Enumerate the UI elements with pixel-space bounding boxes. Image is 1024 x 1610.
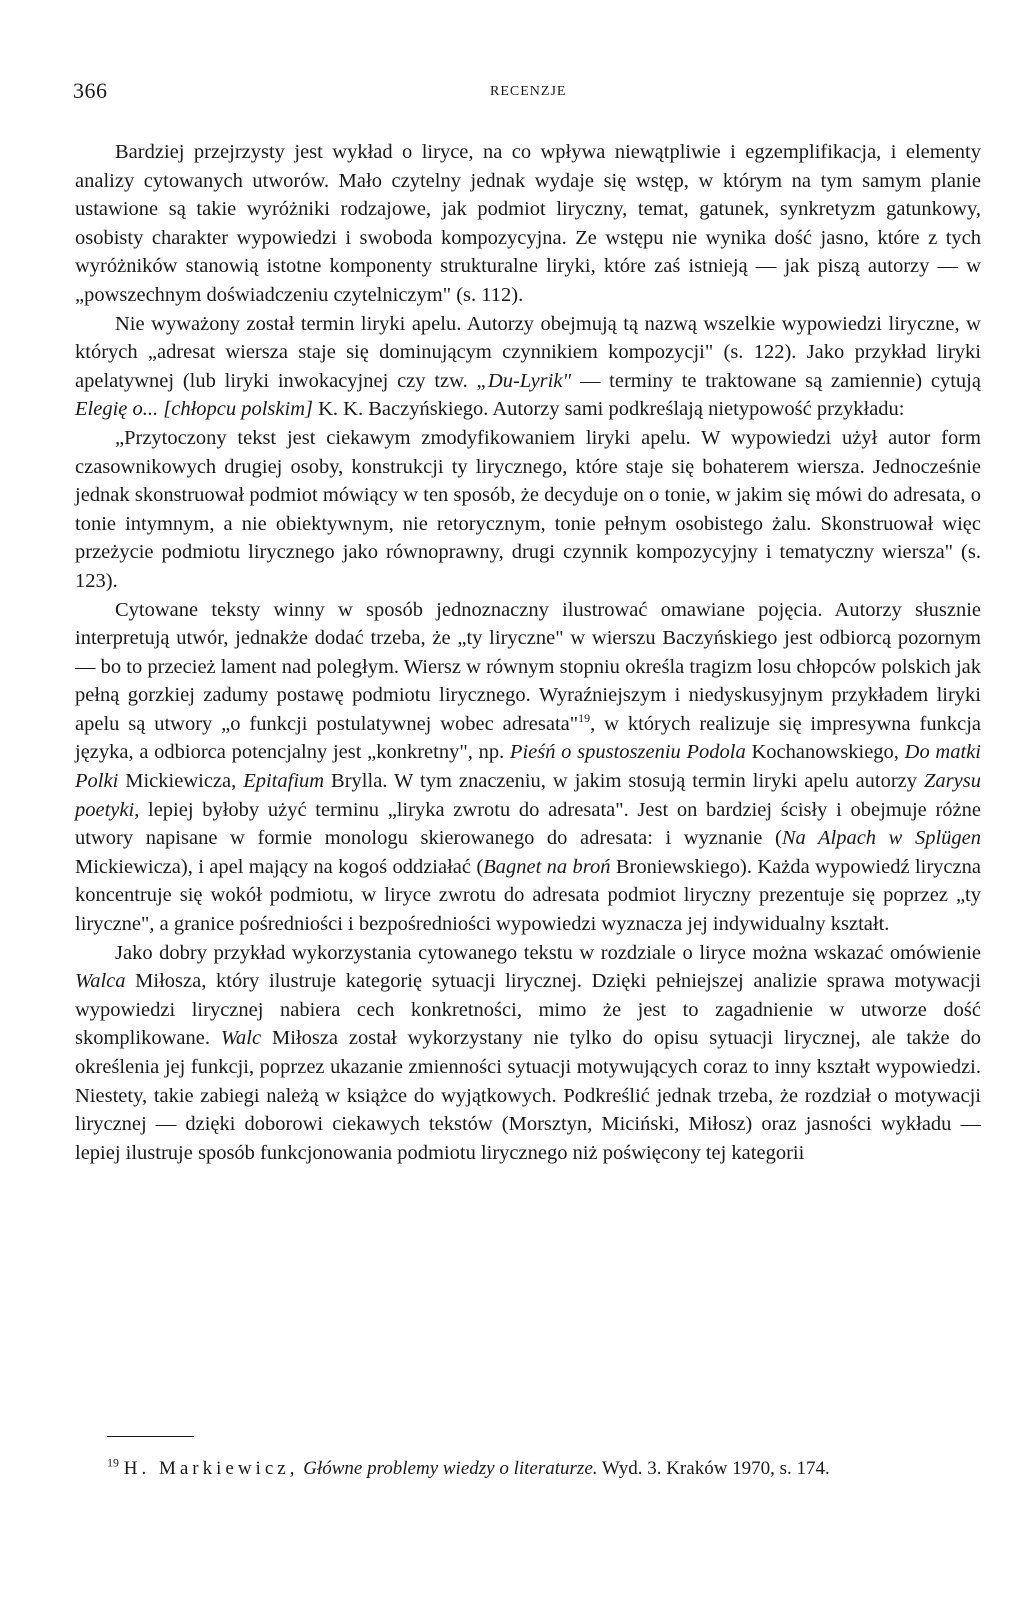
- title-epitafium: Epitafium: [243, 770, 325, 793]
- title-na-alpach: Na Alpach w Splügen: [781, 827, 981, 850]
- title-walca: Walca: [75, 970, 126, 993]
- footnote-number: 19: [107, 1455, 119, 1470]
- running-head: RECENZJE: [490, 84, 567, 99]
- footnote-author: H. Markiewicz,: [123, 1458, 299, 1479]
- footnote-19: [75, 1455, 981, 1482]
- paragraph-4-text-c: Miłosza został wykorzystany nie tylko do opisu sytuacji lirycznej, ale także do określenia jej funkcji, poprzez ukazanie zmienności sytuacji motywujących coraz to inny kształt wypowiedzi. Niestety, takie zabiegi należą w książce do wyjątkowych. Podkreślić jednak trzeba, że rozdział o motywacji lirycznej — dzięki doborowi ciekawych tekstów (Morsztyn, Miciński, Miłosz) oraz jasności wykładu — lepiej ilustruje sposób funkcjonowania podmiotu lirycznego niż poświęcony tej kategorii: [75, 1027, 981, 1164]
- footnote-rule: [107, 1436, 194, 1437]
- paragraph-1: Bardziej przejrzysty jest wykład o liryce, na co wpływa niewątpliwie i egzemplifikacja, i elementy analizy cytowanych utworów. Mało czytelny jednak wydaje się wstęp, w którym na tym samym planie ustawione są takie wyróżniki rodzajowe, jak podmiot liryczny, temat, gatunek, synkretyzm gatunkowy, osobisty charakter wypowiedzi i swoboda kompozycyjna. Ze wstępu nie wynika dość jasno, które z tych wyróżników stanowią istotne komponenty strukturalne liryki, które zaś istnieją — jak piszą autorzy — w „powszechnym doświadczeniu czytelniczym" (s. 112).: [75, 141, 981, 306]
- footnote-title: Główne problemy wiedzy o literaturze.: [303, 1458, 598, 1479]
- footnote-reference: 19: [578, 711, 591, 726]
- title-du-lyrik: „Du-Lyrik": [476, 369, 572, 392]
- footnote: [75, 1455, 981, 1482]
- title-piesn: Pieśń o spustoszeniu Podola: [509, 741, 746, 764]
- paragraph-4-text-a: Jako dobry przykład wykorzystania cytowanego tekstu w rozdziale o liryce można wskazać omówienie: [115, 941, 981, 964]
- paragraph-3-text-h: Broniewskiego). Każda wypowiedź liryczna koncentruje się wokół podmiotu, w liryce zwrotu do adresata podmiot liryczny prezentuje się poprzez „ty liryczne", a granice pośredniości i bezpośredniości wypowiedzi wyznacza jej indywidualny kształt.: [75, 855, 981, 936]
- page-number: 366: [73, 78, 108, 103]
- title-walc: Walc: [220, 1027, 262, 1050]
- paragraph-3-text-a: Cytowane teksty winny w sposób jednoznaczny ilustrować omawiane pojęcia. Autorzy słusznie interpretują utwór, jednakże dodać trzeba, że „ty liryczne" w wierszu Baczyńskiego jest odbiorcą pozornym — bo to przecież lament nad poległym. Wiersz w równym stopniu określa tragizm losu chłopców polskich jak pełną gorzkiej zadumy postawę podmiotu lirycznego. Wyraźniejszym i niedyskusyjnym przykładem liryki apelu są utwory „o funkcji postulatywnej wobec adresata": [75, 598, 981, 735]
- paragraph-3-text-g: Mickiewicza), i apel mający na kogoś oddziałać (: [75, 855, 484, 878]
- body-text: [75, 138, 981, 1167]
- title-do-matki-polki: Do matki Polki: [75, 741, 981, 793]
- paragraph-4-text-b: Miłosza, który ilustruje kategorię sytuacji lirycznej. Dzięki pełniejszej analizie sprawa motywacji wypowiedzi lirycznej nabiera cech konkretności, mimo że jest to zagadnienie w utworze dość skomplikowane.: [75, 970, 981, 1050]
- paragraph-2: [75, 310, 981, 424]
- paragraph-3-text-e: Brylla. W tym znaczeniu, w jakim stosują termin liryki apelu autorzy: [324, 770, 925, 793]
- paragraph-2-text-c: K. K. Baczyńskiego. Autorzy sami podkreślają nietypowość przykładu:: [312, 398, 905, 421]
- paragraph-3: [75, 596, 981, 939]
- paragraph-3-text-f: , lepiej byłoby użyć terminu „liryka zwrotu do adresata". Jest on bardziej ścisły i obejmuje różne utwory napisane w formie monologu skierowanego do adresata: i wyznanie (: [75, 798, 981, 850]
- paragraph-2-text-b: — terminy te traktowane są zamiennie) cytują: [571, 369, 981, 392]
- paragraph-3-text-d: Mickiewicza,: [118, 770, 244, 793]
- paragraph-3-text-c: Kochanowskiego,: [745, 741, 905, 764]
- title-bagnet: Bagnet na broń: [483, 855, 611, 878]
- block-quote: „Przytoczony tekst jest ciekawym zmodyfikowaniem liryki apelu. W wypowiedzi użył autor form czasownikowych drugiej osoby, konstrukcji ty lirycznego, które staje się bohaterem wiersza. Jednocześnie jednak skonstruował podmiot mówiący w ten sposób, że decyduje on o tonie, w jakim się mówi do adresata, o tonie intymnym, a nie obiektywnym, nie retorycznym, tonie pełnym osobistego żalu. Skonstruował więc przeżycie podmiotu lirycznego jako równoprawny, drugi czynnik kompozycyjny i tematyczny wiersza" (s. 123).: [75, 426, 981, 592]
- paragraph-2-text-a: Nie wyważony został termin liryki apelu. Autorzy obejmują tą nazwą wszelkie wypowiedzi liryczne, w których „adresat wiersza staje się dominującym czynnikiem kompozycji" (s. 122). Jako przykład liryki apelatywnej (lub liryki inwokacyjnej czy tzw.: [75, 312, 981, 392]
- paragraph-4: [75, 939, 981, 1168]
- title-zarys-poetyki: Zarysu poetyki: [75, 770, 981, 821]
- footnote-rest: Wyd. 3. Kraków 1970, s. 174.: [597, 1458, 830, 1479]
- title-elegia: Elegię o... [chłopcu polskim]: [75, 398, 313, 421]
- paragraph-3-text-b: , w których realizuje się impresywna funkcja języka, a odbiorca potencjalny jest „konkretny", np.: [75, 712, 981, 764]
